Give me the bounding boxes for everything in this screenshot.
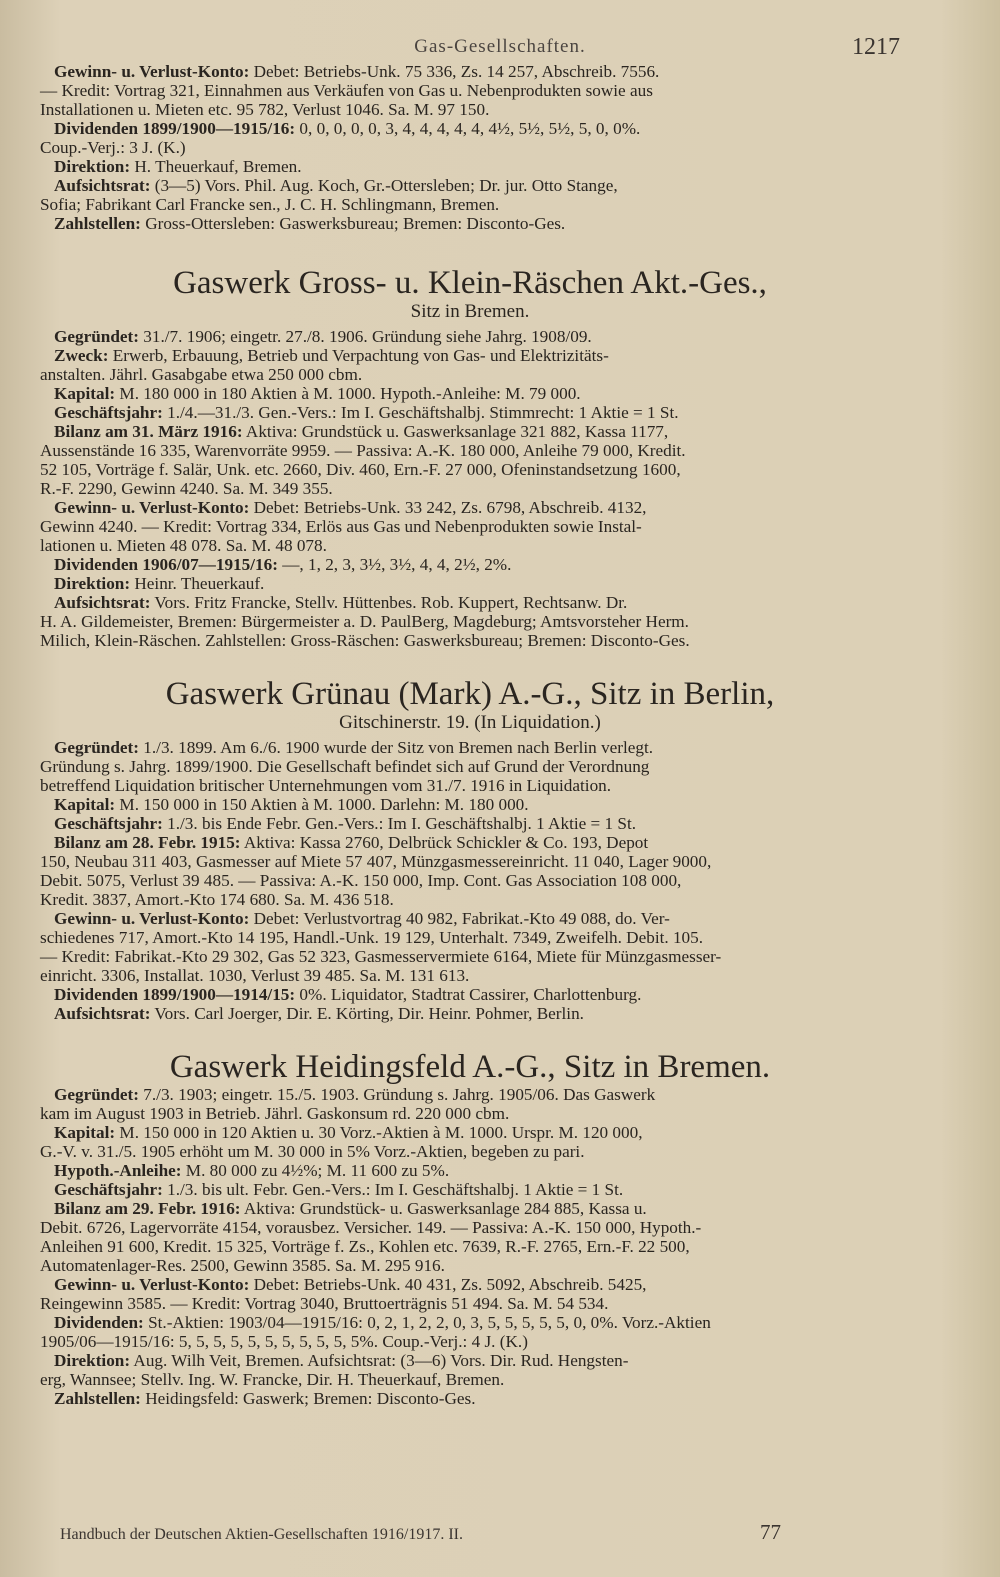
- text-line: [40, 119, 900, 138]
- entry-label: Gewinn- u. Verlust-Konto:: [54, 498, 250, 517]
- entry-label: Aufsichtsrat:: [54, 593, 151, 612]
- previous-entry: [40, 62, 900, 233]
- text-line: [40, 1332, 900, 1351]
- text-line: [40, 1256, 900, 1275]
- text-line: [40, 1218, 900, 1237]
- entry-label: Bilanz am 31. März 1916:: [54, 422, 243, 441]
- footer-text: Handbuch der Deutschen Aktien-Gesellschaften 1916/1917. II.: [60, 1526, 463, 1543]
- entry-label: Aufsichtsrat:: [54, 1004, 151, 1023]
- text-line: [40, 928, 900, 947]
- text-line: [40, 985, 900, 1004]
- text-line: [40, 776, 900, 795]
- entry-label: Direktion:: [54, 1351, 131, 1370]
- entry-text: Installationen u. Mieten etc. 95 782, Verlust 1046. Sa. M. 97 150.: [40, 100, 490, 119]
- entry-label: Zweck:: [54, 346, 109, 365]
- entry-text: 1./3. bis Ende Febr. Gen.-Vers.: Im I. Geschäftshalbj. 1 Aktie = 1 St.: [162, 814, 637, 833]
- entry-label: Dividenden 1899/1900—1915/16:: [54, 119, 296, 138]
- text-line: [40, 1370, 900, 1389]
- text-line: [40, 1004, 900, 1023]
- entry-text: M. 180 000 in 180 Aktien à M. 1000. Hypoth.-Anleihe: M. 79 000.: [115, 384, 581, 403]
- text-line: [40, 195, 900, 214]
- entry-text: schiedenes 717, Amort.-Kto 14 195, Handl.-Unk. 19 129, Unterhalt. 7349, Zweifelh. Debit. 105.: [40, 928, 704, 947]
- entry-label: Aufsichtsrat:: [54, 176, 151, 195]
- text-line: [40, 536, 900, 555]
- text-line: [40, 890, 900, 909]
- entry-text: Aktiva: Grundstück u. Gaswerksanlage 321 882, Kassa 1177,: [242, 422, 669, 441]
- entry-label: Bilanz am 28. Febr. 1915:: [54, 833, 241, 852]
- entry-text: Automatenlager-Res. 2500, Gewinn 3585. Sa. M. 295 916.: [40, 1256, 445, 1275]
- entry-text: St.-Aktien: 1903/04—1915/16: 0, 2, 1, 2, 2, 0, 3, 5, 5, 5, 5, 5, 0, 0%. Vorz.-Aktien: [143, 1313, 711, 1332]
- entry-text: Debet: Betriebs-Unk. 33 242, Zs. 6798, Abschreib. 4132,: [249, 498, 647, 517]
- text-line: [40, 1351, 900, 1370]
- entry-label: Kapital:: [54, 1123, 116, 1142]
- text-line: [40, 909, 900, 928]
- entry-text: 31./7. 1906; eingetr. 27./8. 1906. Gründung siehe Jahrg. 1908/09.: [138, 327, 592, 346]
- entry-text: R.-F. 2290, Gewinn 4240. Sa. M. 349 355.: [40, 479, 333, 498]
- entry-label: Geschäftsjahr:: [54, 814, 163, 833]
- entry-text: kam im August 1903 in Betrieb. Jährl. Gaskonsum rd. 220 000 cbm.: [40, 1104, 510, 1123]
- entry-text: Reingewinn 3585. — Kredit: Vortrag 3040, Bruttoerträgnis 51 494. Sa. M. 54 534.: [40, 1294, 609, 1313]
- text-line: [40, 346, 900, 365]
- text-line: [40, 814, 900, 833]
- text-line: [40, 517, 900, 536]
- page-content: [40, 62, 900, 1408]
- text-line: [40, 833, 900, 852]
- entry-label: Dividenden 1906/07—1915/16:: [54, 555, 278, 574]
- entry-text: (3—5) Vors. Phil. Aug. Koch, Gr.-Ottersleben; Dr. jur. Otto Stange,: [150, 176, 618, 195]
- entry-text: M. 80 000 zu 4½%; M. 11 600 zu 5%.: [181, 1161, 450, 1180]
- entry-text: Heinr. Theuerkauf.: [130, 574, 265, 593]
- text-line: [40, 1161, 900, 1180]
- company-title: Gaswerk Heidingsfeld A.-G., Sitz in Bremen.: [169, 1049, 771, 1085]
- company-entry: [40, 265, 900, 650]
- company-subtitle: Gitschinerstr. 19. (In Liquidation.): [339, 712, 601, 733]
- entry-text: 52 105, Vorträge f. Salär, Unk. etc. 2660, Div. 460, Ern.-F. 27 000, Ofeninstandsetzung 1600,: [40, 460, 681, 479]
- text-line: [40, 1180, 900, 1199]
- text-line: [40, 1123, 900, 1142]
- entry-text: 150, Neubau 311 403, Gasmesser auf Miete 57 407, Münzgasmessereinricht. 11 040, Lager 9000,: [40, 852, 712, 871]
- entry-label: Gegründet:: [54, 1085, 139, 1104]
- entry-label: Direktion:: [54, 157, 131, 176]
- text-line: [40, 631, 900, 650]
- entry-label: Geschäftsjahr:: [54, 1180, 163, 1199]
- entry-label: Gegründet:: [54, 738, 139, 757]
- entry-label: Dividenden 1899/1900—1914/15:: [54, 985, 296, 1004]
- entry-label: Gewinn- u. Verlust-Konto:: [54, 1275, 250, 1294]
- entry-text: Anleihen 91 600, Kredit. 15 325, Vorträge f. Zs., Kohlen etc. 7639, R.-F. 2765, Ern.-F. 22 500,: [40, 1237, 690, 1256]
- entry-text: Milich, Klein-Räschen. Zahlstellen: Gross-Räschen: Gaswerksbureau; Bremen: Disconto-Ges.: [40, 631, 690, 650]
- text-line: [40, 871, 900, 890]
- company-entry: [40, 676, 900, 1023]
- footer-sheet-number: 77: [760, 1520, 781, 1544]
- text-line: [40, 441, 900, 460]
- text-line: [40, 403, 900, 422]
- text-line: [40, 612, 900, 631]
- entry-text: M. 150 000 in 120 Aktien u. 30 Vorz.-Aktien à M. 1000. Urspr. M. 120 000,: [115, 1123, 643, 1142]
- text-line: [40, 947, 900, 966]
- entry-text: — Kredit: Vortrag 321, Einnahmen aus Verkäufen von Gas u. Nebenprodukten sowie aus: [40, 81, 653, 100]
- entry-text: anstalten. Jährl. Gasabgabe etwa 250 000 cbm.: [40, 365, 363, 384]
- entry-text: —, 1, 2, 3, 3½, 3½, 4, 4, 2½, 2%.: [277, 555, 512, 574]
- text-line: [40, 1199, 900, 1218]
- company-subtitle: Sitz in Bremen.: [410, 301, 530, 322]
- text-line: [40, 1313, 900, 1332]
- text-line: [40, 1237, 900, 1256]
- text-line: [40, 214, 900, 233]
- entry-text: Erwerb, Erbauung, Betrieb und Verpachtung von Gas- und Elektrizitäts-: [108, 346, 609, 365]
- text-line: [40, 327, 900, 346]
- entry-text: Gewinn 4240. — Kredit: Vortrag 334, Erlös aus Gas und Nebenprodukten sowie Instal-: [40, 517, 642, 536]
- text-line: [40, 176, 900, 195]
- entry-text: einricht. 3306, Installat. 1030, Verlust 39 485. Sa. M. 131 613.: [40, 966, 470, 985]
- text-line: [40, 365, 900, 384]
- text-line: [40, 593, 900, 612]
- text-line: [40, 81, 900, 100]
- entry-text: Debit. 5075, Verlust 39 485. — Passiva: A.-K. 150 000, Imp. Cont. Gas Association 108 000,: [40, 871, 682, 890]
- text-line: [40, 157, 900, 176]
- entry-text: 0, 0, 0, 0, 0, 3, 4, 4, 4, 4, 4, 4½, 5½, 5½, 5, 0, 0%.: [295, 119, 641, 138]
- text-line: [40, 1142, 900, 1161]
- entry-text: Aktiva: Kassa 2760, Delbrück Schickler & Co. 193, Depot: [240, 833, 649, 852]
- entry-text: Debet: Verlustvortrag 40 982, Fabrikat.-Kto 49 088, do. Ver-: [249, 909, 670, 928]
- company-title: Gaswerk Gross- u. Klein-Räschen Akt.-Ges.,: [173, 265, 767, 301]
- page-number: 1217: [852, 34, 900, 60]
- text-line: [40, 100, 900, 119]
- entry-text: H. Theuerkauf, Bremen.: [130, 157, 302, 176]
- entry-text: 1./4.—31./3. Gen.-Vers.: Im I. Geschäftshalbj. Stimmrecht: 1 Aktie = 1 St.: [162, 403, 679, 422]
- entry-text: betreffend Liquidation britischer Unternehmungen vom 31./7. 1916 in Liquidation.: [40, 776, 612, 795]
- entry-label: Gewinn- u. Verlust-Konto:: [54, 909, 250, 928]
- entry-text: Aktiva: Grundstück- u. Gaswerksanlage 284 885, Kassa u.: [240, 1199, 647, 1218]
- entry-label: Gewinn- u. Verlust-Konto:: [54, 62, 250, 81]
- entry-text: Aussenstände 16 335, Warenvorräte 9959. — Passiva: A.-K. 180 000, Anleihe 79 000, Kredit.: [40, 441, 686, 460]
- text-line: [40, 498, 900, 517]
- text-line: [40, 1085, 900, 1104]
- entry-text: Vors. Fritz Francke, Stellv. Hüttenbes. Rob. Kuppert, Rechtsanw. Dr.: [150, 593, 628, 612]
- entry-label: Gegründet:: [54, 327, 139, 346]
- text-line: [40, 574, 900, 593]
- entry-label: Dividenden:: [54, 1313, 144, 1332]
- entry-text: lationen u. Mieten 48 078. Sa. M. 48 078.: [40, 536, 327, 555]
- text-line: [40, 852, 900, 871]
- text-line: [40, 1275, 900, 1294]
- text-line: [40, 757, 900, 776]
- entry-label: Direktion:: [54, 574, 131, 593]
- text-line: [40, 795, 900, 814]
- entry-text: M. 150 000 in 150 Aktien à M. 1000. Darlehn: M. 180 000.: [115, 795, 529, 814]
- text-line: [40, 479, 900, 498]
- text-line: [40, 138, 900, 157]
- text-line: [40, 62, 900, 81]
- company-title: Gaswerk Grünau (Mark) A.-G., Sitz in Berlin,: [165, 676, 775, 712]
- entry-text: Gründung s. Jahrg. 1899/1900. Die Gesellschaft befindet sich auf Grund der Verordnung: [40, 757, 650, 776]
- text-line: [40, 966, 900, 985]
- entry-label: Hypoth.-Anleihe:: [54, 1161, 182, 1180]
- entry-label: Geschäftsjahr:: [54, 403, 163, 422]
- entry-text: Aug. Wilh Veit, Bremen. Aufsichtsrat: (3—6) Vors. Dir. Rud. Hengsten-: [130, 1351, 629, 1370]
- entry-text: Debet: Betriebs-Unk. 75 336, Zs. 14 257, Abschreib. 7556.: [249, 62, 660, 81]
- text-line: [40, 384, 900, 403]
- entry-text: — Kredit: Fabrikat.-Kto 29 302, Gas 52 323, Gasmesservermiete 6164, Miete für Münzgasmesser-: [40, 947, 722, 966]
- entry-text: G.-V. v. 31./5. 1905 erhöht um M. 30 000 in 5% Vorz.-Aktien, begeben zu pari.: [40, 1142, 585, 1161]
- entry-text: Vors. Carl Joerger, Dir. E. Körting, Dir. Heinr. Pohmer, Berlin.: [150, 1004, 584, 1023]
- entry-text: H. A. Gildemeister, Bremen: Bürgermeister a. D. PaulBerg, Magdeburg; Amtsvorsteher Herm.: [40, 612, 689, 631]
- entry-text: 1./3. 1899. Am 6./6. 1900 wurde der Sitz von Bremen nach Berlin verlegt.: [138, 738, 654, 757]
- entry-label: Kapital:: [54, 384, 116, 403]
- entry-text: Heidingsfeld: Gaswerk; Bremen: Disconto-Ges.: [140, 1389, 476, 1408]
- entry-text: Debet: Betriebs-Unk. 40 431, Zs. 5092, Abschreib. 5425,: [249, 1275, 647, 1294]
- text-line: [40, 555, 900, 574]
- entry-text: erg, Wannsee; Stellv. Ing. W. Francke, Dir. H. Theuerkauf, Bremen.: [40, 1370, 505, 1389]
- entry-text: Gross-Ottersleben: Gaswerksbureau; Bremen: Disconto-Ges.: [140, 214, 566, 233]
- entry-text: 0%. Liquidator, Stadtrat Cassirer, Charlottenburg.: [295, 985, 642, 1004]
- entry-label: Zahlstellen:: [54, 214, 141, 233]
- page-header: [0, 34, 1000, 64]
- entry-text: Debit. 6726, Lagervorräte 4154, vorausbez. Versicher. 149. — Passiva: A.-K. 150 000, Hypoth.-: [40, 1218, 702, 1237]
- entry-text: 1905/06—1915/16: 5, 5, 5, 5, 5, 5, 5, 5, 5, 5, 5%. Coup.-Verj.: 4 J. (K.): [40, 1332, 528, 1351]
- entry-text: Kredit. 3837, Amort.-Kto 174 680. Sa. M. 436 518.: [40, 890, 394, 909]
- text-line: [40, 738, 900, 757]
- running-title: Gas-Gesellschaften.: [414, 36, 586, 57]
- entry-label: Kapital:: [54, 795, 116, 814]
- entry-text: 7./3. 1903; eingetr. 15./5. 1903. Gründung s. Jahrg. 1905/06. Das Gaswerk: [138, 1085, 656, 1104]
- entry-text: 1./3. bis ult. Febr. Gen.-Vers.: Im I. Geschäftshalbj. 1 Aktie = 1 St.: [162, 1180, 624, 1199]
- entry-label: Zahlstellen:: [54, 1389, 141, 1408]
- text-line: [40, 422, 900, 441]
- text-line: [40, 1389, 900, 1408]
- entry-text: Coup.-Verj.: 3 J. (K.): [40, 138, 186, 157]
- text-line: [40, 1104, 900, 1123]
- entry-label: Bilanz am 29. Febr. 1916:: [54, 1199, 241, 1218]
- text-line: [40, 1294, 900, 1313]
- company-entry: [40, 1049, 900, 1408]
- page-footer: [60, 1520, 900, 1544]
- entry-text: Sofia; Fabrikant Carl Francke sen., J. C. H. Schlingmann, Bremen.: [40, 195, 500, 214]
- text-line: [40, 460, 900, 479]
